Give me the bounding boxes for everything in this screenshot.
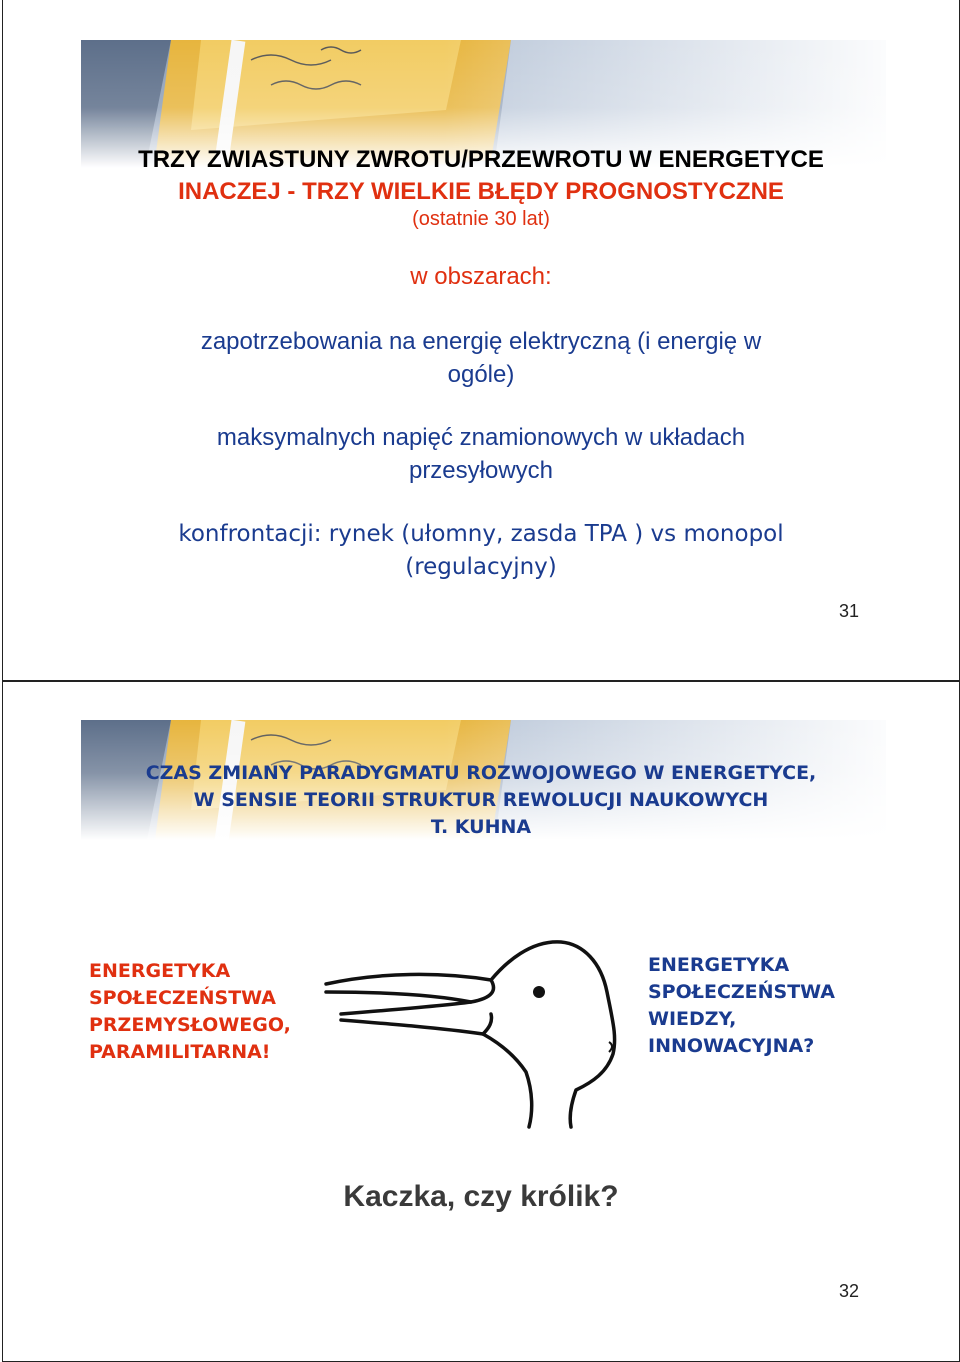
slide-subtitle: INACZEJ - TRZY WIELKIE BŁĘDY PROGNOSTYCZNE bbox=[178, 178, 784, 205]
item-2-line-2: przesyłowych bbox=[408, 457, 554, 484]
illusion-caption: Kaczka, czy królik? bbox=[343, 1180, 619, 1213]
areas-heading: w obszarach: bbox=[410, 263, 552, 290]
page-number: 32 bbox=[838, 1281, 859, 1301]
item-3-line-1: konfrontacji: rynek (ułomny, zasda TPA ) vs monopol bbox=[178, 521, 784, 547]
heading-line-1: CZAS ZMIANY PARADYGMATU ROZWOJOWEGO W ENERGETYCE, bbox=[145, 762, 817, 784]
left-line-3: PRZEMYSŁOWEGO, bbox=[89, 1014, 291, 1036]
right-line-4: INNOWACYJNA? bbox=[648, 1035, 815, 1057]
item-1-line-1: zapotrzebowania na energię elektryczną (i energię w bbox=[200, 328, 762, 355]
right-line-2: SPOŁECZEŃSTWA bbox=[648, 981, 835, 1003]
right-line-3: WIEDZY, bbox=[648, 1008, 737, 1030]
page-number: 31 bbox=[838, 601, 859, 621]
left-line-2: SPOŁECZEŃSTWA bbox=[89, 987, 276, 1009]
item-3-line-2: (regulacyjny) bbox=[405, 554, 557, 580]
left-line-1: ENERGETYKA bbox=[89, 960, 231, 982]
item-1-line-2: ogóle) bbox=[447, 361, 515, 388]
item-2-line-1: maksymalnych napięć znamionowych w układach bbox=[216, 424, 746, 451]
industrial-energy-list bbox=[89, 958, 291, 1066]
period-note: (ostatnie 30 lat) bbox=[412, 208, 550, 230]
slide-31 bbox=[2, 0, 960, 681]
duck-rabbit-illusion bbox=[321, 932, 631, 1137]
left-line-4: PARAMILITARNA! bbox=[89, 1041, 271, 1063]
knowledge-energy-list bbox=[648, 952, 835, 1060]
right-line-1: ENERGETYKA bbox=[648, 954, 790, 976]
heading-line-2: W SENSIE TEORII STRUKTUR REWOLUCJI NAUKOWYCH bbox=[193, 789, 769, 811]
slide-32 bbox=[2, 681, 960, 1362]
slide-title: TRZY ZWIASTUNY ZWROTU/PRZEWROTU W ENERGETYCE bbox=[138, 146, 824, 173]
heading-line-3: T. KUHNA bbox=[430, 816, 532, 838]
